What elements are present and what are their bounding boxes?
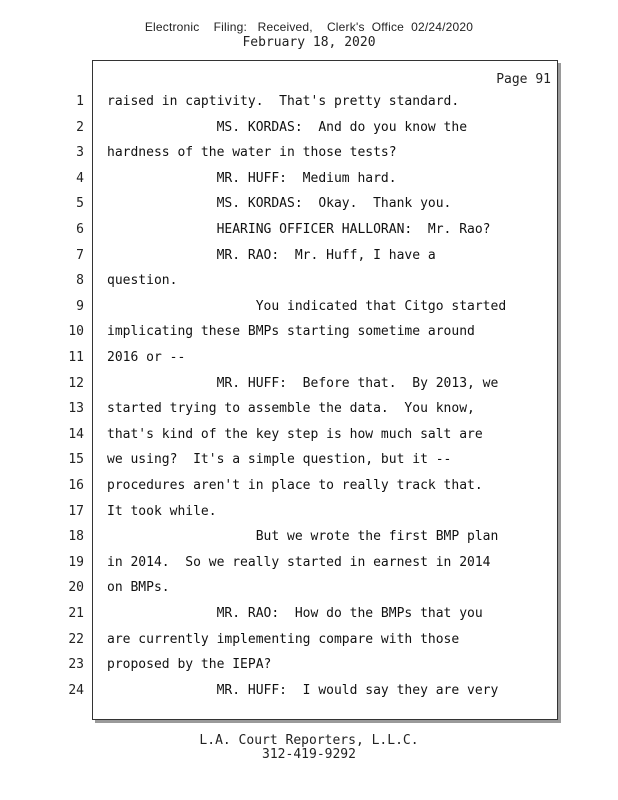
line-number: 1	[76, 94, 84, 109]
transcript-line	[0, 92, 618, 112]
transcript-line	[0, 476, 618, 496]
line-number: 8	[76, 273, 84, 289]
line-text: are currently implementing compare with those	[107, 631, 460, 647]
line-number: 11	[68, 350, 84, 365]
line-text: question.	[107, 273, 178, 289]
line-number: 12	[68, 375, 84, 391]
transcript-line	[0, 143, 618, 163]
transcript-line	[0, 553, 618, 573]
transcript-line	[0, 348, 618, 368]
transcript-line	[0, 502, 618, 522]
line-text: MR. RAO: How do the BMPs that you	[107, 606, 483, 621]
line-number: 23	[68, 657, 84, 673]
line-text: raised in captivity. That's pretty standard.	[107, 94, 460, 109]
transcript-line	[0, 655, 618, 675]
transcript-line	[0, 425, 618, 445]
transcript-line	[0, 450, 618, 470]
line-number: 6	[76, 222, 84, 237]
line-number: 18	[68, 529, 84, 545]
transcript-line	[0, 271, 618, 291]
page-number: Page 91	[496, 72, 551, 87]
line-number: 21	[68, 606, 84, 621]
line-text: started trying to assemble the data. You know,	[107, 401, 475, 417]
transcript-line	[0, 399, 618, 419]
line-number: 7	[76, 247, 84, 263]
transcript-line	[0, 630, 618, 650]
line-number: 19	[68, 554, 84, 570]
line-number: 17	[68, 503, 84, 519]
transcript-line	[0, 322, 618, 342]
line-text: You indicated that Citgo started	[107, 298, 507, 314]
transcript-line	[0, 194, 618, 214]
line-text: MS. KORDAS: Okay. Thank you.	[107, 196, 452, 212]
transcript-line	[0, 246, 618, 266]
line-number: 5	[76, 196, 84, 212]
reporter-phone: 312-419-9292	[262, 747, 356, 762]
line-text: in 2014. So we really started in earnest in 2014	[107, 554, 491, 570]
reporter-company: L.A. Court Reporters, L.L.C.	[199, 733, 419, 748]
line-text: MR. RAO: Mr. Huff, I have a	[107, 247, 436, 263]
line-text: MR. HUFF: Before that. By 2013, we	[107, 375, 499, 391]
line-text: But we wrote the first BMP plan	[107, 529, 499, 545]
header-date: February 18, 2020	[242, 35, 376, 50]
efiling-stamp: Electronic Filing: Received, Clerk's Office 02/24/2020	[144, 20, 474, 34]
transcript-line	[0, 220, 618, 240]
line-text: that's kind of the key step is how much salt are	[107, 426, 483, 442]
line-number: 20	[68, 580, 84, 596]
transcript-line	[0, 118, 618, 138]
line-text: proposed by the IEPA?	[107, 657, 272, 673]
line-number: 3	[76, 145, 84, 161]
transcript-line	[0, 169, 618, 189]
line-text: MR. HUFF: Medium hard.	[107, 170, 397, 186]
line-number: 24	[68, 682, 84, 698]
line-text: MS. KORDAS: And do you know the	[107, 119, 468, 135]
line-number: 15	[68, 452, 84, 468]
line-number: 10	[68, 324, 84, 340]
line-text: 2016 or --	[107, 350, 186, 365]
line-text: It took while.	[107, 503, 217, 519]
line-text: implicating these BMPs starting sometime around	[107, 324, 475, 340]
line-text: hardness of the water in those tests?	[107, 145, 397, 161]
transcript-line	[0, 578, 618, 598]
transcript-line	[0, 681, 618, 701]
line-number: 13	[68, 401, 84, 417]
transcript-line	[0, 527, 618, 547]
line-text: on BMPs.	[107, 580, 170, 596]
line-number: 2	[76, 119, 84, 135]
line-number: 16	[68, 478, 84, 493]
line-number: 14	[68, 426, 84, 442]
line-number: 22	[68, 631, 84, 647]
line-number: 4	[76, 170, 84, 186]
line-text: MR. HUFF: I would say they are very	[107, 682, 499, 698]
line-text: procedures aren't in place to really track that.	[107, 478, 483, 493]
line-number: 9	[76, 298, 84, 314]
line-text: HEARING OFFICER HALLORAN: Mr. Rao?	[107, 222, 491, 237]
transcript-line	[0, 604, 618, 624]
transcript-line	[0, 374, 618, 394]
line-text: we using? It's a simple question, but it --	[107, 452, 452, 468]
footer	[0, 734, 618, 762]
transcript-line	[0, 297, 618, 317]
